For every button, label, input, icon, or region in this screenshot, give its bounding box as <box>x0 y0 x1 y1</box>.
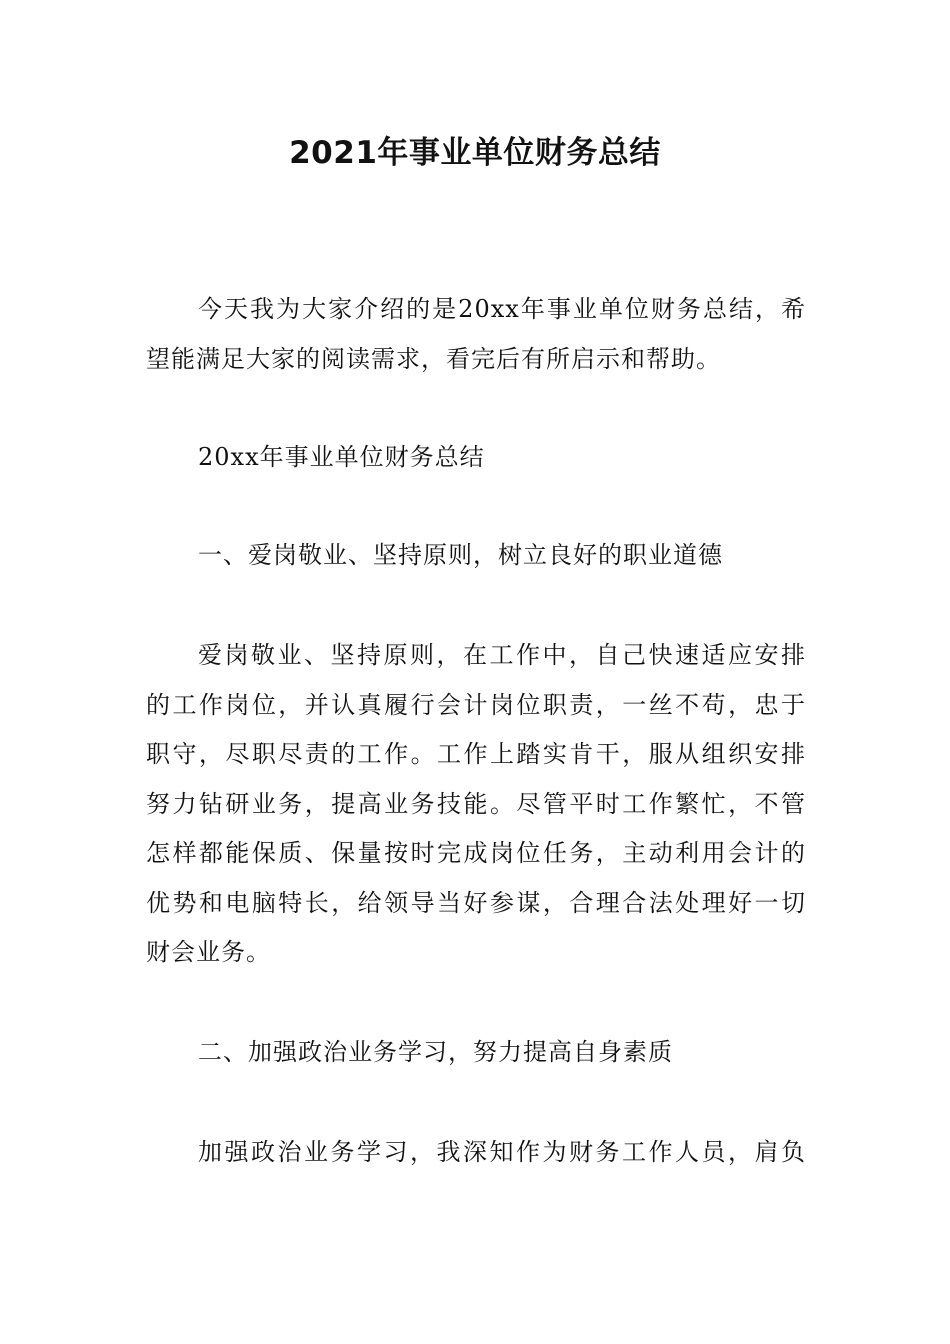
section-2-paragraph <box>146 1128 806 1178</box>
section-1-line: 财会业务。 <box>146 938 271 966</box>
document-subtitle: 20xx年事业单位财务总结 <box>198 443 485 471</box>
section-1-paragraph <box>146 631 806 978</box>
section-1-line: 优势和电脑特长，给领导当好参谋，合理合法处理好一切 <box>146 888 806 917</box>
section-1-line: 爱岗敬业、坚持原则，在工作中，自己快速适应安排 <box>198 641 806 669</box>
section-1-line: 的工作岗位，并认真履行会计岗位职责，一丝不苟，忠于 <box>146 690 806 719</box>
section-1-line: 职守，尽职尽责的工作。工作上踏实肯干，服从组织安排 <box>146 740 806 768</box>
document-title: 2021年事业单位财务总结 <box>289 135 661 171</box>
intro-paragraph <box>146 285 806 384</box>
section-heading-2: 二、加强政治业务学习，努力提高自身素质 <box>198 1038 673 1066</box>
section-1-line: 怎样都能保质、保量按时完成岗位任务，主动利用会计的 <box>146 839 806 867</box>
section-heading-1: 一、爱岗敬业、坚持原则，树立良好的职业道德 <box>198 541 723 569</box>
section-1-line: 努力钻研业务，提高业务技能。尽管平时工作繁忙，不管 <box>146 789 806 818</box>
intro-line-2: 望能满足大家的阅读需求，看完后有所启示和帮助。 <box>146 344 721 373</box>
intro-line-1: 今天我为大家介绍的是20xx年事业单位财务总结，希 <box>198 295 806 323</box>
section-2-line: 加强政治业务学习，我深知作为财务工作人员，肩负 <box>198 1138 806 1166</box>
